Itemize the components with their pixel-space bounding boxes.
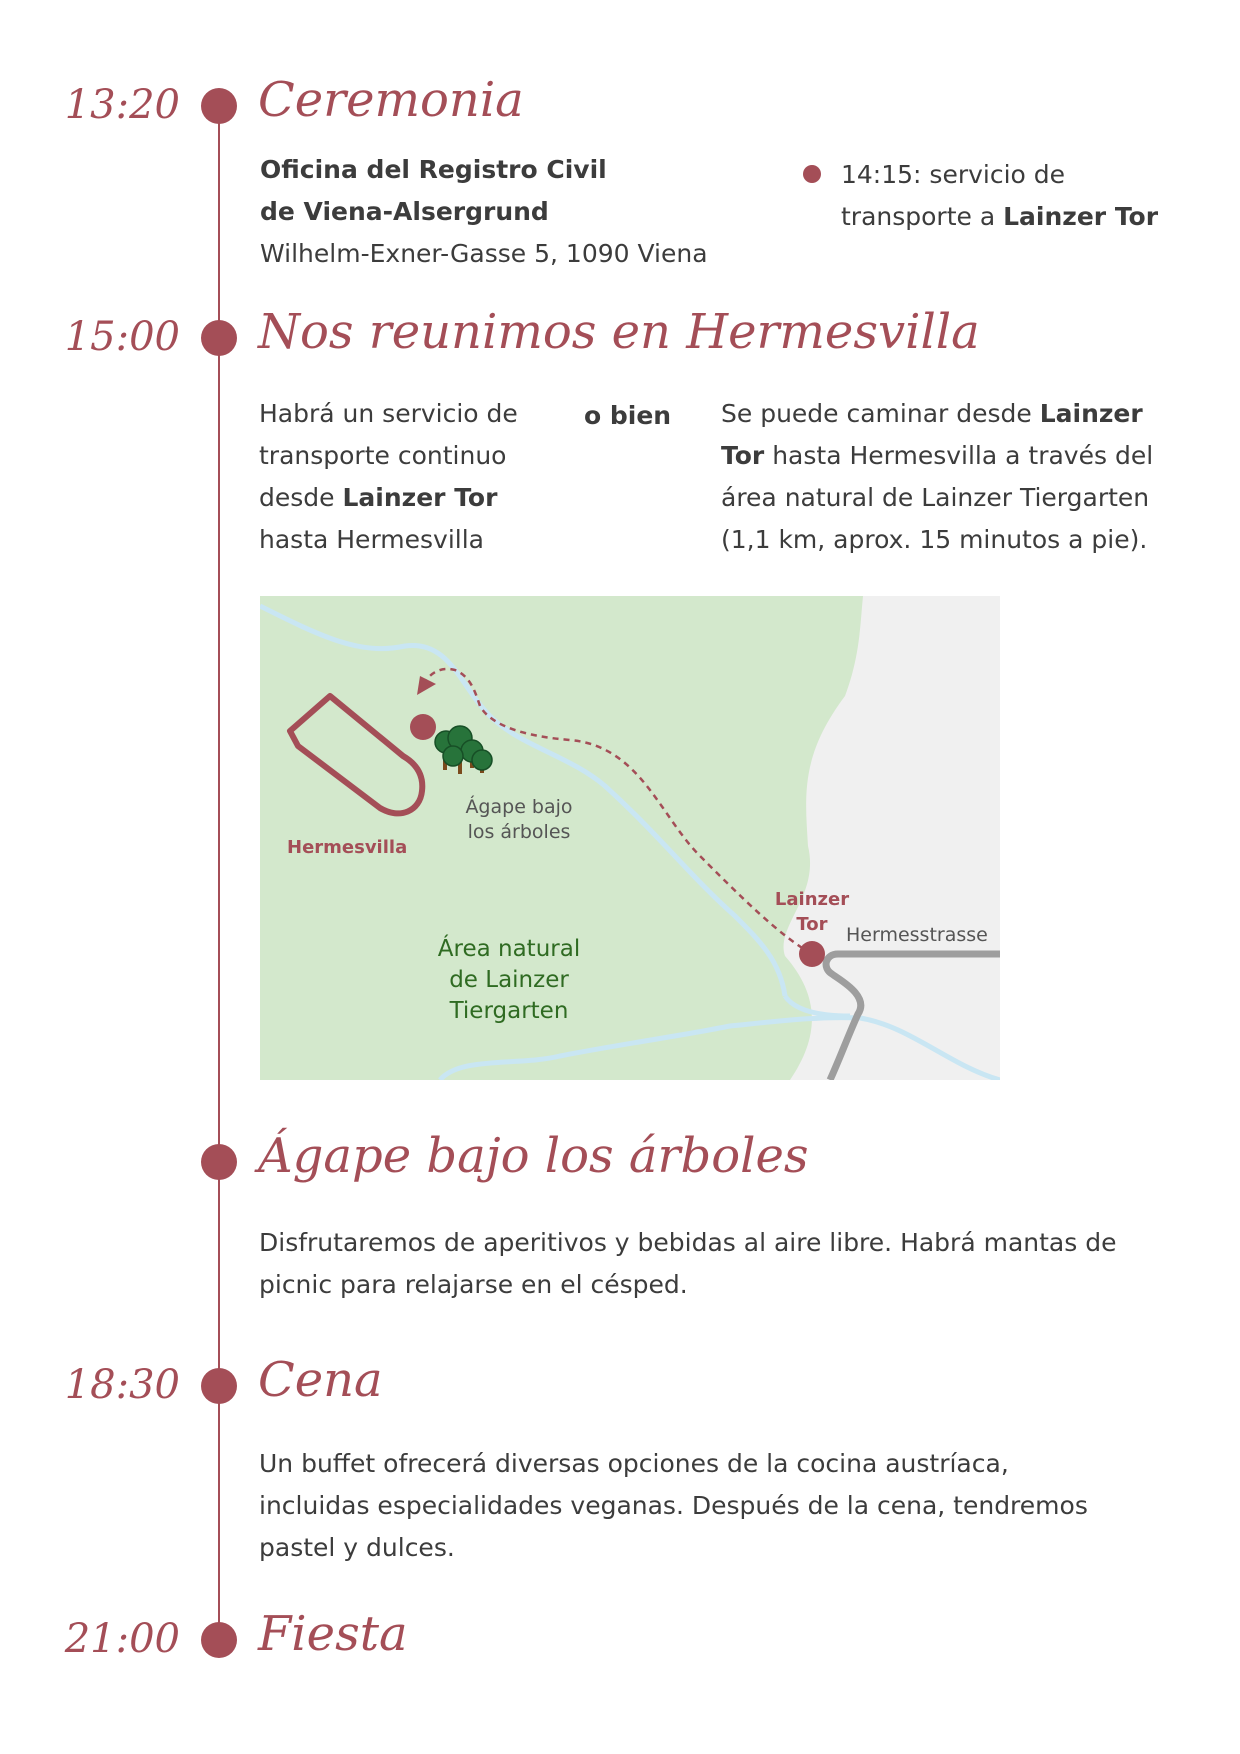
map-label-lainzer-tor: Tor — [796, 914, 828, 935]
timeline-dot — [201, 320, 237, 356]
walk-option-line: (1,1 km, aprox. 15 minutos a pie). — [721, 525, 1148, 554]
dinner-line: pastel y dulces. — [259, 1533, 455, 1562]
dinner-line: Un buffet ofrecerá diversas opciones de la cocina austríaca, — [259, 1449, 1009, 1478]
shuttle-option — [259, 393, 518, 561]
agape-line: Disfrutaremos de aperitivos y bebidas al aire libre. Habrá mantas de — [259, 1228, 1117, 1257]
walk-option-line: hasta Hermesvilla a través del — [764, 441, 1154, 470]
venue-line-2: de Viena-Alsergrund — [260, 197, 549, 226]
walk-option — [721, 393, 1153, 561]
timeline-dot — [201, 1368, 237, 1404]
shuttle-option-line: hasta Hermesvilla — [259, 525, 484, 554]
shuttle-option-line: transporte continuo — [259, 441, 507, 470]
shuttle-option-place: Lainzer Tor — [342, 483, 498, 512]
map-label-park: de Lainzer — [449, 967, 569, 993]
dinner-description — [259, 1443, 1088, 1569]
or-label: o bien — [584, 401, 672, 430]
shuttle-line-2: transporte a — [841, 202, 1004, 231]
venue-line-1: Oficina del Registro Civil — [260, 155, 607, 184]
map-label-park: Tiergarten — [449, 998, 569, 1024]
dinner-line: incluidas especialidades veganas. Después de la cena, tendremos — [259, 1491, 1088, 1520]
agape-line: picnic para relajarse en el césped. — [259, 1270, 688, 1299]
shuttle-destination: Lainzer Tor — [1003, 202, 1159, 231]
hermesvilla-pin-icon — [410, 714, 436, 740]
venue-address: Wilhelm-Exner-Gasse 5, 1090 Viena — [260, 239, 708, 268]
map-label-hermesvilla: Hermesvilla — [287, 837, 408, 858]
event-title-party: Fiesta — [258, 1606, 408, 1662]
event-time-meet: 15:00 — [64, 314, 180, 360]
shuttle-option-line: Habrá un servicio de — [259, 399, 518, 428]
lainzer-tor-pin-icon — [799, 941, 825, 967]
event-title-meet: Nos reunimos en Hermesvilla — [258, 304, 980, 360]
ceremony-venue — [260, 149, 708, 275]
event-time-dinner: 18:30 — [64, 1362, 180, 1408]
shuttle-line-1: 14:15: servicio de — [841, 160, 1066, 189]
map-label-park: Área natural — [437, 936, 581, 962]
walk-option-place: Tor — [721, 441, 765, 470]
timeline-dot — [201, 1622, 237, 1658]
map-label-agape: los árboles — [467, 821, 571, 843]
walk-option-line: Se puede caminar desde — [721, 399, 1040, 428]
shuttle-option-line: desde — [259, 483, 343, 512]
event-time-ceremony: 13:20 — [64, 82, 180, 128]
event-title-ceremony: Ceremonia — [258, 72, 524, 128]
agape-description — [259, 1222, 1116, 1306]
event-title-agape: Ágape bajo los árboles — [258, 1128, 809, 1184]
map-label-lainzer-tor: Lainzer — [774, 889, 850, 910]
timeline-dot — [201, 88, 237, 124]
event-title-dinner: Cena — [258, 1352, 383, 1408]
bullet-icon — [803, 165, 821, 183]
timeline-dot — [201, 1144, 237, 1180]
shuttle-note — [841, 154, 1158, 238]
map-label-agape: Ágape bajo — [465, 796, 573, 818]
walk-option-place: Lainzer — [1039, 399, 1143, 428]
walk-option-line: área natural de Lainzer Tiergarten — [721, 483, 1150, 512]
event-time-party: 21:00 — [64, 1616, 180, 1662]
route-map — [260, 596, 1000, 1080]
map-label-street: Hermesstrasse — [846, 924, 988, 946]
